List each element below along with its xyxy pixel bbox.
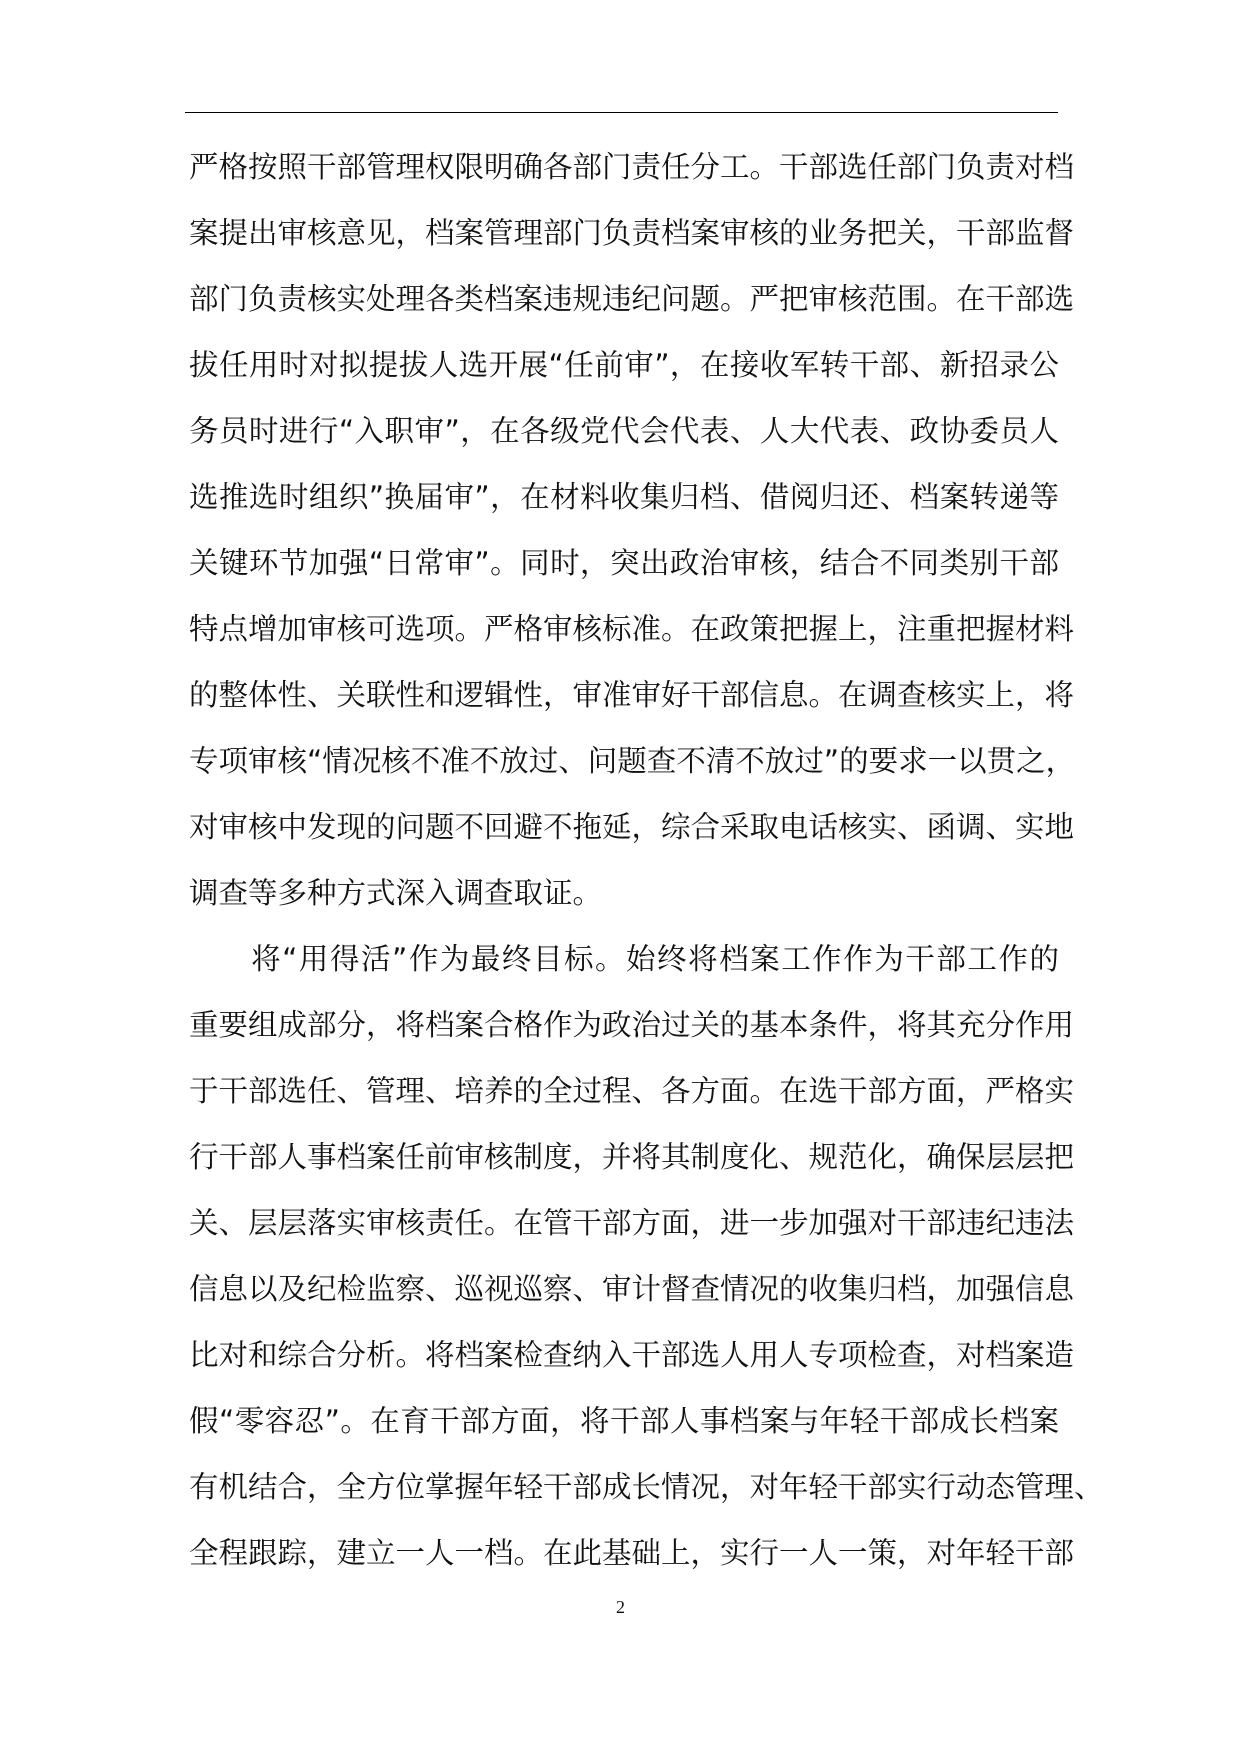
text-line: 关、层层落实审核责任。在管干部方面，进一步加强对干部违纪违法 (189, 1206, 1075, 1240)
text-line: 案提出审核意见，档案管理部门负责档案审核的业务把关，干部监督 (189, 216, 1075, 250)
page-number: 2 (616, 1597, 625, 1617)
text-line: 专项审核“情况核不准不放过、问题查不清不放过”的要求一以贯之， (189, 744, 1076, 778)
text-line: 假“零容忍”。在育干部方面，将干部人事档案与年轻干部成长档案 (189, 1404, 1059, 1438)
text-line: 部门负责核实处理各类档案违规违纪问题。严把审核范围。在干部选 (189, 282, 1075, 316)
text-line: 将“用得活”作为最终目标。始终将档案工作作为干部工作的 (189, 942, 1059, 976)
header-rule (185, 112, 1058, 113)
text-line: 信息以及纪检监察、巡视巡察、审计督查情况的收集归档，加强信息 (189, 1272, 1075, 1306)
text-line: 比对和综合分析。将档案检查纳入干部选人用人专项检查，对档案造 (189, 1338, 1075, 1372)
text-line: 调查等多种方式深入调查取证。 (189, 876, 603, 910)
text-line: 的整体性、关联性和逻辑性，审准审好干部信息。在调查核实上，将 (189, 678, 1075, 712)
text-line: 严格按照干部管理权限明确各部门责任分工。干部选任部门负责对档 (189, 150, 1075, 184)
text-line: 重要组成部分，将档案合格作为政治过关的基本条件，将其充分作用 (189, 1008, 1075, 1042)
text-line: 全程跟踪，建立一人一档。在此基础上，实行一人一策，对年轻干部 (189, 1536, 1075, 1570)
text-line: 行干部人事档案任前审核制度，并将其制度化、规范化，确保层层把 (189, 1140, 1075, 1174)
text-line: 关键环节加强“日常审”。同时，突出政治审核，结合不同类别干部 (189, 546, 1059, 580)
text-line: 特点增加审核可选项。严格审核标准。在政策把握上，注重把握材料 (189, 612, 1075, 646)
text-line: 于干部选任、管理、培养的全过程、各方面。在选干部方面，严格实 (189, 1074, 1075, 1108)
text-line: 对审核中发现的问题不回避不拖延，综合采取电话核实、函调、实地 (189, 810, 1075, 844)
text-line: 选推选时组织”换届审”，在材料收集归档、借阅归还、档案转递等 (189, 480, 1059, 514)
body-text (189, 134, 1104, 1586)
text-line: 有机结合，全方位掌握年轻干部成长情况，对年轻干部实行动态管理、 (189, 1470, 1104, 1504)
text-line: 务员时进行“入职审”，在各级党代会代表、人大代表、政协委员人 (189, 414, 1059, 448)
text-line: 拔任用时对拟提拔人选开展“任前审”，在接收军转干部、新招录公 (189, 348, 1059, 382)
